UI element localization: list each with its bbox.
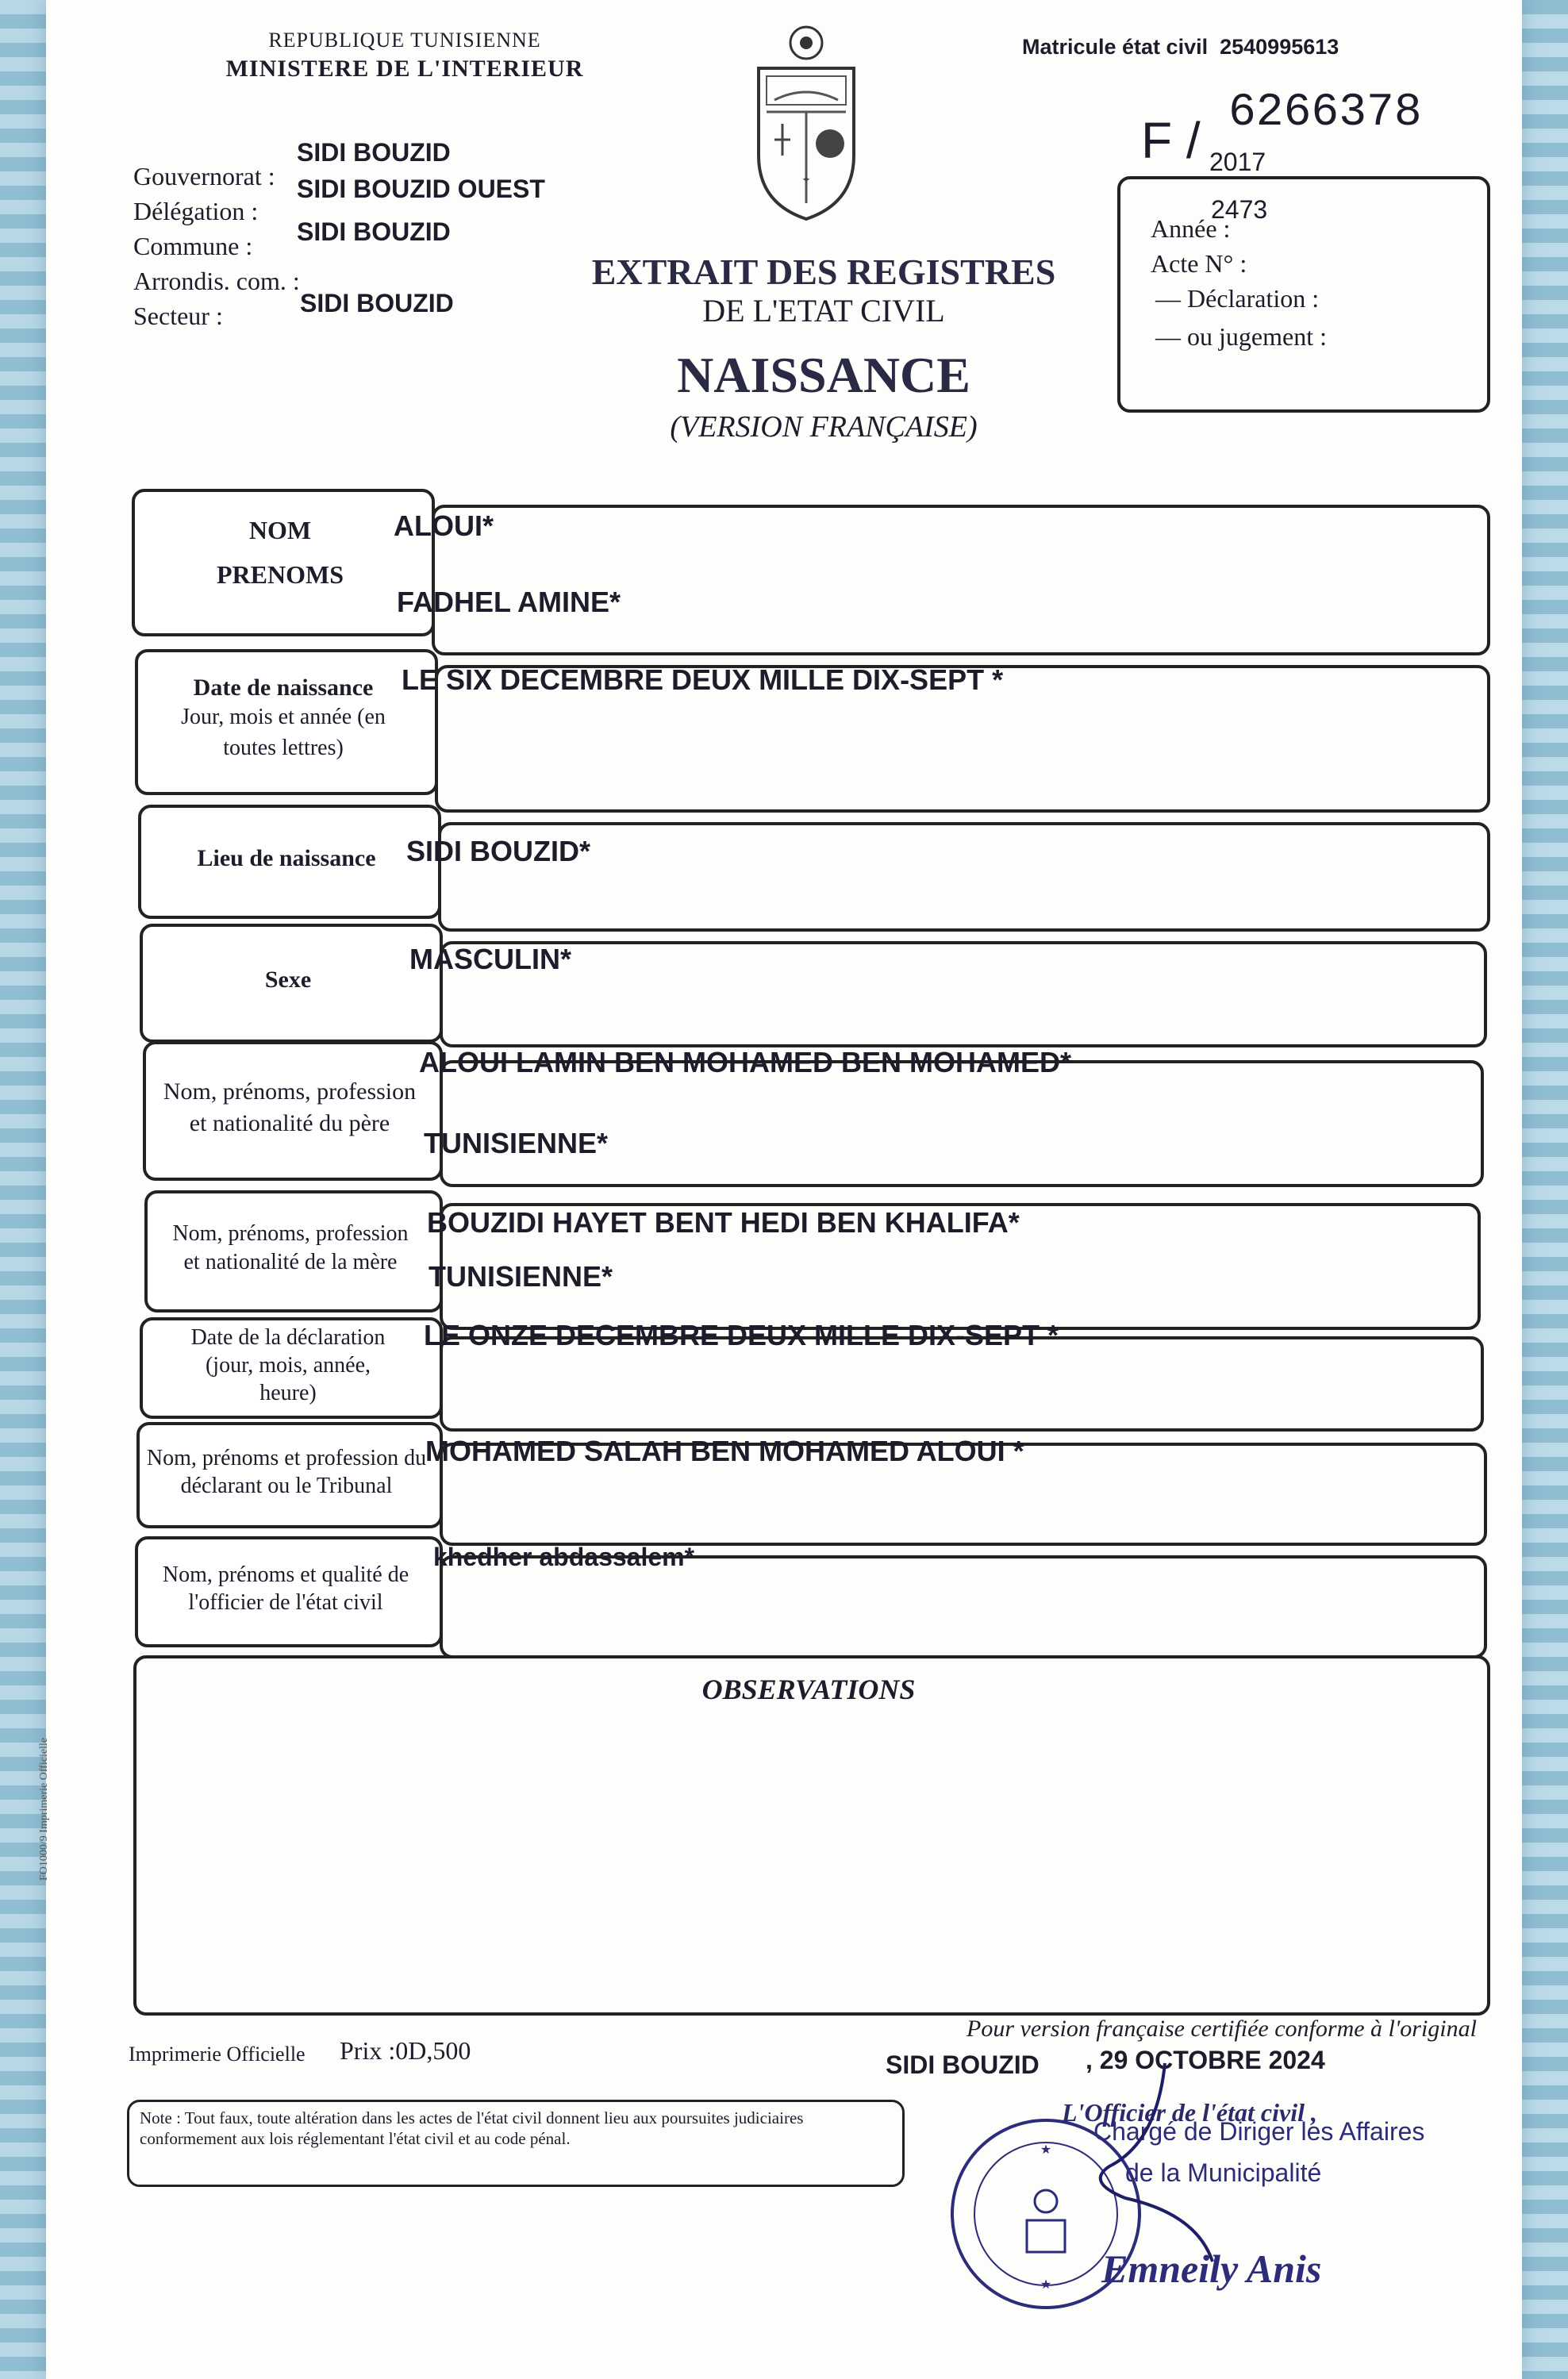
acte-label: Acte N° :	[1151, 249, 1247, 278]
republic-label: REPUBLIQUE TUNISIENNE	[268, 29, 541, 52]
handwritten-signature	[1078, 2047, 1252, 2269]
sexe-label	[140, 924, 436, 1036]
secteur-label: Secteur :	[133, 302, 223, 330]
nom-value-box	[432, 505, 1490, 655]
lieu-value-box	[438, 822, 1490, 932]
pere-value: ALOUI LAMIN BEN MOHAMED BEN MOHAMED*	[419, 1046, 1071, 1078]
mere-value: BOUZIDI HAYET BENT HEDI BEN KHALIFA*	[427, 1206, 1020, 1239]
sexe-value: MASCULIN*	[409, 943, 571, 975]
mere-label-text: Nom, prénoms, profession et nationalité de la mère	[172, 1220, 409, 1274]
date-declaration-value: LE ONZE DECEMBRE DEUX MILLE DIX-SEPT *	[424, 1319, 1059, 1351]
lieu-label	[138, 805, 435, 913]
legal-note-text: Note : Tout faux, toute altération dans les actes de l'état civil donnent lieu aux poursuites judiciaires conformement aux lois réglementant l'état civil et au code pénal.	[140, 2108, 804, 2149]
svg-text:★: ★	[1040, 2143, 1052, 2157]
gouvernorat-label: Gouvernorat :	[133, 162, 275, 190]
officier-value: khedher abdassalem*	[433, 1543, 695, 1571]
commune-label: Commune :	[133, 232, 253, 260]
pere-label-text: Nom, prénoms, profession et nationalité du père	[163, 1078, 417, 1136]
declaration-label: — Déclaration :	[1155, 284, 1320, 313]
lieu-label-text: Lieu de naissance	[197, 845, 376, 871]
title-line2: DE L'ETAT CIVIL	[702, 293, 945, 329]
pere-nationalite-value: TUNISIENNE*	[424, 1127, 609, 1159]
svg-text:✦: ✦	[801, 175, 811, 186]
ref-prefix: F /	[1141, 112, 1201, 169]
date-naissance-sublabel: Jour, mois et année (en toutes lettres)	[181, 704, 386, 760]
mere-nationalite-value: TUNISIENNE*	[429, 1260, 613, 1293]
date-declaration-label-text: Date de la déclaration (jour, mois, année, heure)	[190, 1324, 386, 1405]
officier-label	[135, 1536, 436, 1641]
observations-box	[133, 1655, 1490, 2016]
annee-label: Année :	[1151, 214, 1231, 243]
date-naissance-value: LE SIX DECEMBRE DEUX MILLE DIX-SEPT *	[402, 663, 1004, 696]
date-value: , 29 OCTOBRE 2024	[1086, 2046, 1325, 2074]
officier-label-text: Nom, prénoms et qualité de l'officier de l'état civil	[162, 1562, 409, 1615]
delegation-value: SIDI BOUZID OUEST	[297, 175, 545, 203]
delegation-label: Délégation :	[133, 197, 259, 225]
secteur-value: SIDI BOUZID	[300, 289, 454, 317]
prix-label: Prix :0D,500	[340, 2036, 471, 2065]
pere-label	[143, 1041, 436, 1174]
nom-label	[132, 516, 429, 545]
annee-value: 2473	[1211, 195, 1268, 224]
ref-year: 2017	[1209, 148, 1266, 176]
ref-number: 6266378	[1228, 87, 1422, 139]
matricule-label: Matricule état civil	[1022, 35, 1209, 59]
arrondissement-label: Arrondis. com. :	[133, 267, 300, 295]
officer-title: L'Officier de l'état civil ,	[1062, 2098, 1317, 2127]
sexe-label-text: Sexe	[264, 967, 312, 993]
svg-text:★: ★	[1040, 2278, 1052, 2292]
imprimerie-label: Imprimerie Officielle	[129, 2043, 306, 2066]
coat-of-arms-emblem	[743, 21, 870, 227]
ministry-label: MINISTERE DE L'INTERIEUR	[225, 56, 584, 82]
matricule-value: 2540995613	[1220, 35, 1339, 59]
main-title: NAISSANCE	[677, 347, 970, 403]
gouvernorat-value: SIDI BOUZID	[297, 138, 451, 167]
declarant-label-text: Nom, prénoms et profession du déclarant ou le Tribunal	[146, 1446, 427, 1498]
birth-certificate-document	[38, 0, 1522, 2379]
certified-text: Pour version française certifiée conforme à l'original	[967, 2016, 1477, 2042]
stamp-line1: Chargé de Diriger les Affaires	[1093, 2117, 1425, 2146]
declarant-label	[136, 1422, 436, 1522]
prenoms-value: FADHEL AMINE*	[397, 586, 621, 618]
signatory-name: Emneily Anis	[1101, 2246, 1322, 2291]
date-naissance-label	[135, 663, 432, 774]
version-label: (VERSION FRANÇAISE)	[670, 410, 978, 444]
nom-label-text: NOM	[248, 516, 312, 544]
pere-value-box	[440, 1060, 1484, 1187]
observations-title: OBSERVATIONS	[701, 1674, 916, 1705]
matricule-line	[1022, 35, 1339, 60]
lieu-value: SIDI BOUZID*	[406, 835, 591, 867]
nom-value: ALOUI*	[394, 509, 494, 542]
title-line1: EXTRAIT DES REGISTRES	[591, 252, 1056, 292]
jugement-label: — ou jugement :	[1155, 322, 1327, 351]
prenoms-label	[132, 560, 429, 590]
declarant-value: MOHAMED SALAH BEN MOHAMED ALOUI *	[425, 1435, 1024, 1467]
stamp-line2: de la Municipalité	[1125, 2158, 1322, 2187]
date-declaration-label	[140, 1317, 436, 1412]
mere-label	[144, 1190, 436, 1306]
sexe-value-box	[440, 941, 1487, 1047]
side-printer-text: FO1000/9 Imprimerie Officielle	[38, 1737, 50, 1881]
commune-value: SIDI BOUZID	[297, 217, 451, 246]
prenoms-label-text: PRENOMS	[217, 560, 344, 589]
place-value: SIDI BOUZID	[886, 2050, 1040, 2079]
date-naissance-label-text: Date de naissance	[193, 674, 374, 701]
